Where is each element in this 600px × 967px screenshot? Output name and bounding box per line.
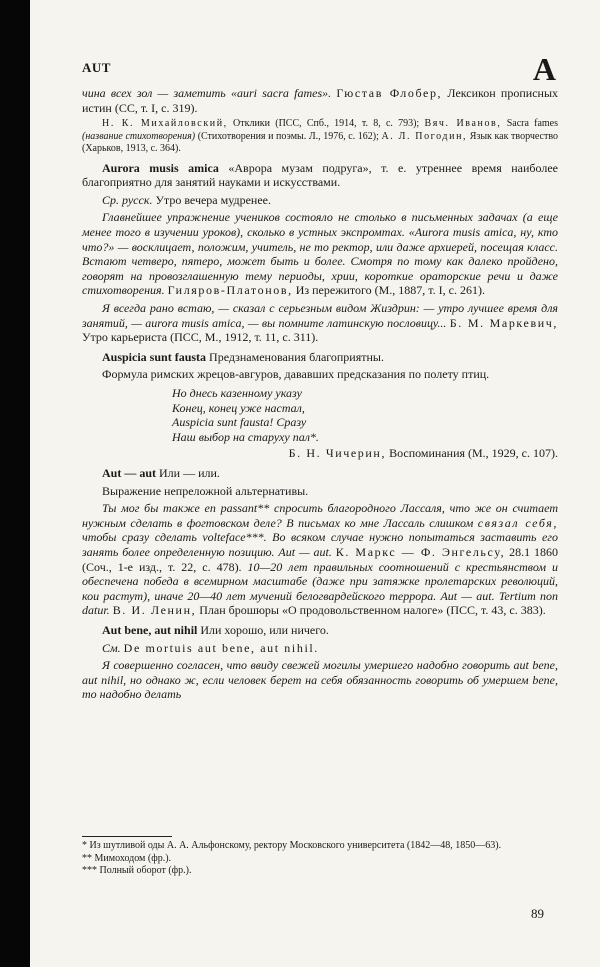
aut-desc: Выражение непреложной альтернативы.: [102, 483, 309, 498]
aurora-cf: Ср. русск. Утро вечера мудренее.: [102, 192, 271, 207]
footnote-rule: [82, 836, 172, 837]
footnotes: [82, 840, 556, 878]
headword: Aurora musis amica: [102, 160, 219, 175]
headword: Auspicia sunt fausta: [102, 349, 207, 364]
poem: Но днесь казенному указу Конец, конец уже настал, Auspicia sunt fausta! Сразу Наш выбор на старуху пал*.: [172, 386, 319, 444]
dictionary-text: [82, 86, 558, 705]
entry-aut-bene: Aut bene, aut nihil Или хорошо, или ничего.: [102, 622, 329, 637]
aurora-quote-1: Главнейшее упражнение учеников состояло не столько в письменных задачах (а еще менее того в изучении уроков), сколько в устных экспромтах. «Aurora musis amica, ну, кто что?» — восклицает, положим, учитель, не то ректор, или даже архиерей, посещая класс. Встают четверо, пятеро, может быть и более. Смотря по тому как далеко пройдено, говорят на провозглашенную тему периоды, хрии, короткие ораторские речи и даже стихотворения. Гиляров-Платонов, Из пережитого (М., 1887, т. I, с. 261).: [82, 210, 558, 298]
page-number: 89: [531, 906, 544, 921]
auspicia-source: Б. Н. Чичерин, Воспоминания (М., 1929, с. 107).: [288, 446, 558, 461]
aut-bene-quote: Я совершенно согласен, что ввиду свежей могилы умершего надобно говорить aut bene, aut nihil, но однако ж, если человек берет на себя обязанность говорить об умершем bene, то надобно делать: [82, 658, 558, 702]
aurora-quote-2: Я всегда рано встаю, — сказал с серьезным видом Жиздрин: — утро лучшее время для занятий, — aurora musis amica, — вы помните латинскую пословицу... Б. М. Маркевич, Утро карьериста (ПСС, М., 1912, т. 11, с. 311).: [82, 301, 559, 345]
entry-aut: Aut — aut Или — или.: [102, 465, 220, 480]
headword: Aut — aut: [102, 465, 157, 480]
section-letter: A: [532, 51, 556, 87]
footnote: *** Полный оборот (фр.).: [82, 865, 192, 876]
book-spine-shadow: [0, 0, 30, 967]
entry-auspicia: Auspicia sunt fausta Предзнаменования благоприятны.: [102, 349, 384, 364]
aut-quote: Ты мог бы также en passant** спросить благородного Лассаля, что же он считает нужным сделать в фогтовском деле? В письмах ко мне Лассаль слишком связал себя, чтобы сразу сделать volteface***. Во всяком случае нужно попытаться заставить его занять более определенную позицию. Aut — aut. К. Маркс — Ф. Энгельсу, 28.1 1860 (Соч., 1-е изд., т. 22, с. 478). 10—20 лет правильных соотношений с крестьянством и обеспечена победа в всемирном масштабе (даже при затяжке пролетарских революций, кои растут), иначе 20—40 лет мучений белогвардейского террора. Aut — aut. Tertium non datur. В. И. Ленин, План брошюры «О продовольственном налоге» (ПСС, т. 43, с. 383).: [82, 501, 559, 618]
running-head: AUT: [82, 60, 111, 75]
references: Н. К. Михайловский, Отклики (ПСС, Спб., 1914, т. 8, с. 793); Вяч. Иванов, Sacra fames (название стихотворения) (Стихотворения и поэмы. Л., 1976, с. 162); А. Л. Погодин, Язык как творчество (Харьков, 1913, с. 364).: [82, 118, 559, 155]
footnote: * Из шутливой оды А. А. Альфонскому, ректору Московского университета (1842—48, 1850—63).: [82, 840, 502, 851]
footnote: ** Мимоходом (фр.).: [82, 852, 172, 864]
flaubert-citation: чина всех зол — заметить «auri sacra fames». Гюстав Флобер, Лексикон прописных истин (СС, т. I, с. 319).: [82, 86, 559, 115]
headword: Aut bene, aut nihil: [102, 622, 198, 637]
entry-aurora: Aurora musis amica «Аврора музам подруга», т. е. утреннее время наиболее благоприятно для занятий науками и искусствами.: [82, 160, 558, 190]
aut-bene-cf: См. De mortuis aut bene, aut nihil.: [102, 640, 319, 655]
auspicia-desc: Формула римских жрецов-авгуров, дававших предсказания по полету птиц.: [102, 367, 490, 382]
